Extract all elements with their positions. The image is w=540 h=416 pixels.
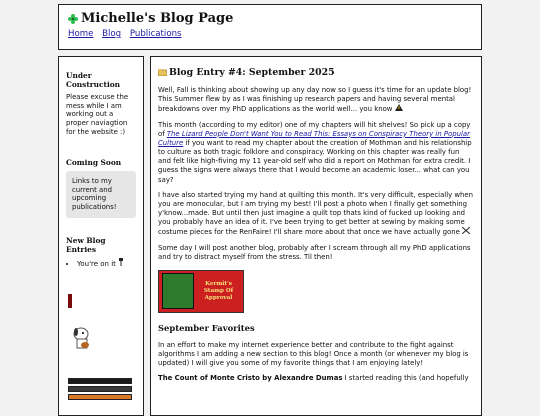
site-header (58, 4, 482, 50)
book-link[interactable]: The Lizard People Don't Want You to Read This: Essays on Conspiracy Theory in Popular Culture (158, 129, 470, 147)
nav-publications-link[interactable]: Publications (129, 29, 182, 39)
coming-soon-heading: Coming Soon (66, 158, 122, 168)
entry-paragraph-4: Some day I will post another blog, probably after I scream through all my PhD applications and try to distract myself from the stress. Til then! (158, 243, 471, 261)
entry-paragraph-6: The Count of Monte Cristo by Alexandre Dumas I started reading this (and hopefully (158, 374, 469, 383)
under-construction-heading: Under Construction (66, 71, 121, 89)
entry-paragraph-1: Well, Fall is thinking about showing up any day now so I guess it's time for an update blog! This Summer flew by as I was finishing up research papers and having several mental breakdowns over my PhD applications as the world well... you know (158, 86, 472, 114)
under-construction-text: Please excuse the mess while I am working out a proper naviagtion for the website :) (66, 93, 129, 136)
favorites-heading: September Favorites (158, 322, 255, 333)
folder-icon (158, 69, 167, 76)
nav-blog-link[interactable]: Blog (102, 29, 122, 39)
badge-2[interactable] (68, 386, 132, 392)
sidebar (58, 56, 144, 416)
entry-paragraph-5: In an effort to make my internet experience better and contribute to the fight against algorithms I am adding a new section to this blog! Once a month (or whenever my blog is updated) I will give you some of my favorite things that I am enjoying lately! (158, 340, 469, 368)
phone-icon (118, 258, 124, 266)
new-entries-list (66, 258, 136, 268)
entry-paragraph-3: I have also started trying my hand at quilting this month. It's very difficult, especially when you are monocular, but I am trying my best! I'll post a photo when I finally get something y'know...made. But until then just imagine a quilt top thats kind of fucked up looking and you probably have an idea of it. I've been trying to get better at sewing by making some costume pieces for the RenFaire! I'll share more about that once we have actually gone (158, 190, 474, 237)
flower-icon (68, 14, 78, 24)
new-entry-label: You're on it (77, 259, 116, 268)
badge-1[interactable] (68, 378, 132, 384)
badge-3[interactable] (68, 394, 132, 400)
new-entries-heading: New Blog Entries (66, 235, 106, 254)
site-title-text: Michelle's Blog Page (81, 11, 234, 26)
site-title (68, 11, 472, 26)
nav-home-link[interactable]: Home (68, 29, 94, 39)
red-bar-decoration (68, 294, 72, 308)
dog-guitar-icon (70, 324, 94, 352)
entry-paragraph-2: This month (according to my editor) one of my chapters will hit shelves! So pick up a copy of The Lizard People Don't Want You to Read This: Essays on Conspiracy Theory in Popular Culture if you want to read my chapter about the creation of Mothman and his relationship to culture as both tragic folklore and conspiracy. Working on this chapter was really fun and felt like high-fiving my 11 year-old self who did a report on Mothman for extra credit. I guess the signs were always there that I would become an academic loser... what can you say? (158, 120, 472, 184)
stamp-text: Kermit's Stamp Of Approval (203, 281, 234, 301)
coming-soon-box: Links to my current and upcoming publications! (66, 171, 136, 218)
warning-icon (395, 104, 403, 111)
entry-title (158, 67, 474, 78)
kermit-image (162, 273, 194, 309)
entry-title-text: Blog Entry #4: September 2025 (169, 67, 335, 78)
blog-entry (150, 56, 482, 416)
scissors-icon (462, 227, 470, 234)
kermit-stamp (158, 270, 244, 313)
list-item[interactable] (77, 258, 136, 268)
main-nav (68, 29, 472, 39)
